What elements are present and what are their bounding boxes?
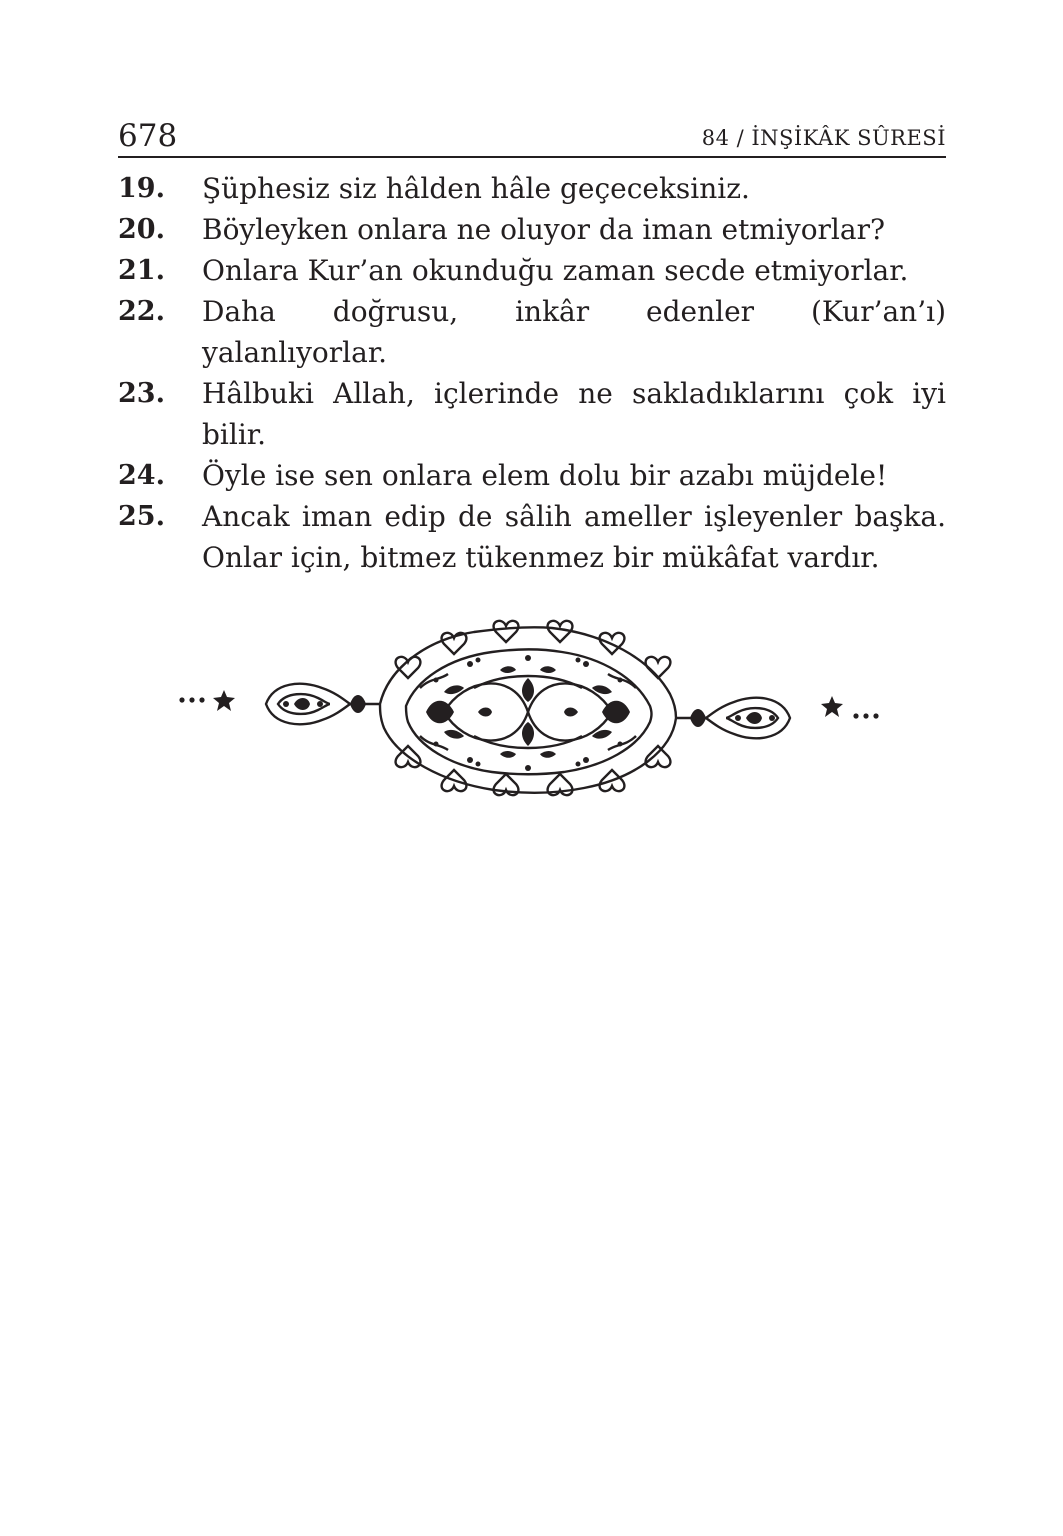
verse-text: Daha doğrusu, inkâr edenler (Kur’an’ı) yalanlıyorlar.: [202, 295, 946, 369]
verse-item: [118, 291, 946, 373]
verse-item: [118, 496, 946, 578]
ornament-divider: [174, 618, 882, 802]
page-header: [118, 116, 946, 158]
verse-item: [118, 455, 946, 496]
verse-text: Böyleyken onlara ne oluyor da iman etmiyorlar?: [202, 213, 885, 246]
running-title: 84 / İNŞİKÂK SÛRESİ: [701, 126, 946, 150]
verse-text: Şüphesiz siz hâlden hâle geçeceksiniz.: [202, 172, 750, 205]
verse-text: Öyle ise sen onlara elem dolu bir azabı müjdele!: [202, 459, 888, 492]
verse-number: 19.: [118, 173, 165, 204]
verse-item: [118, 373, 946, 455]
verse-text: Onlara Kur’an okunduğu zaman secde etmiyorlar.: [202, 254, 909, 287]
verse-item: [118, 250, 946, 291]
verse-number: 20.: [118, 214, 165, 245]
page-number: 678: [118, 118, 178, 154]
verse-number: 25.: [118, 501, 165, 532]
verse-number: 23.: [118, 378, 165, 409]
verse-number: 22.: [118, 296, 165, 327]
verse-item: [118, 209, 946, 250]
verse-number: 24.: [118, 460, 165, 491]
verse-text: Hâlbuki Allah, içlerinde ne sakladıklarını çok iyi bilir.: [202, 377, 946, 451]
verse-item: [118, 168, 946, 209]
verse-number: 21.: [118, 255, 165, 286]
verse-text: Ancak iman edip de sâlih ameller işleyenler başka. Onlar için, bitmez tükenmez bir mükâfat vardır.: [202, 500, 946, 574]
verse-list: [118, 168, 946, 578]
